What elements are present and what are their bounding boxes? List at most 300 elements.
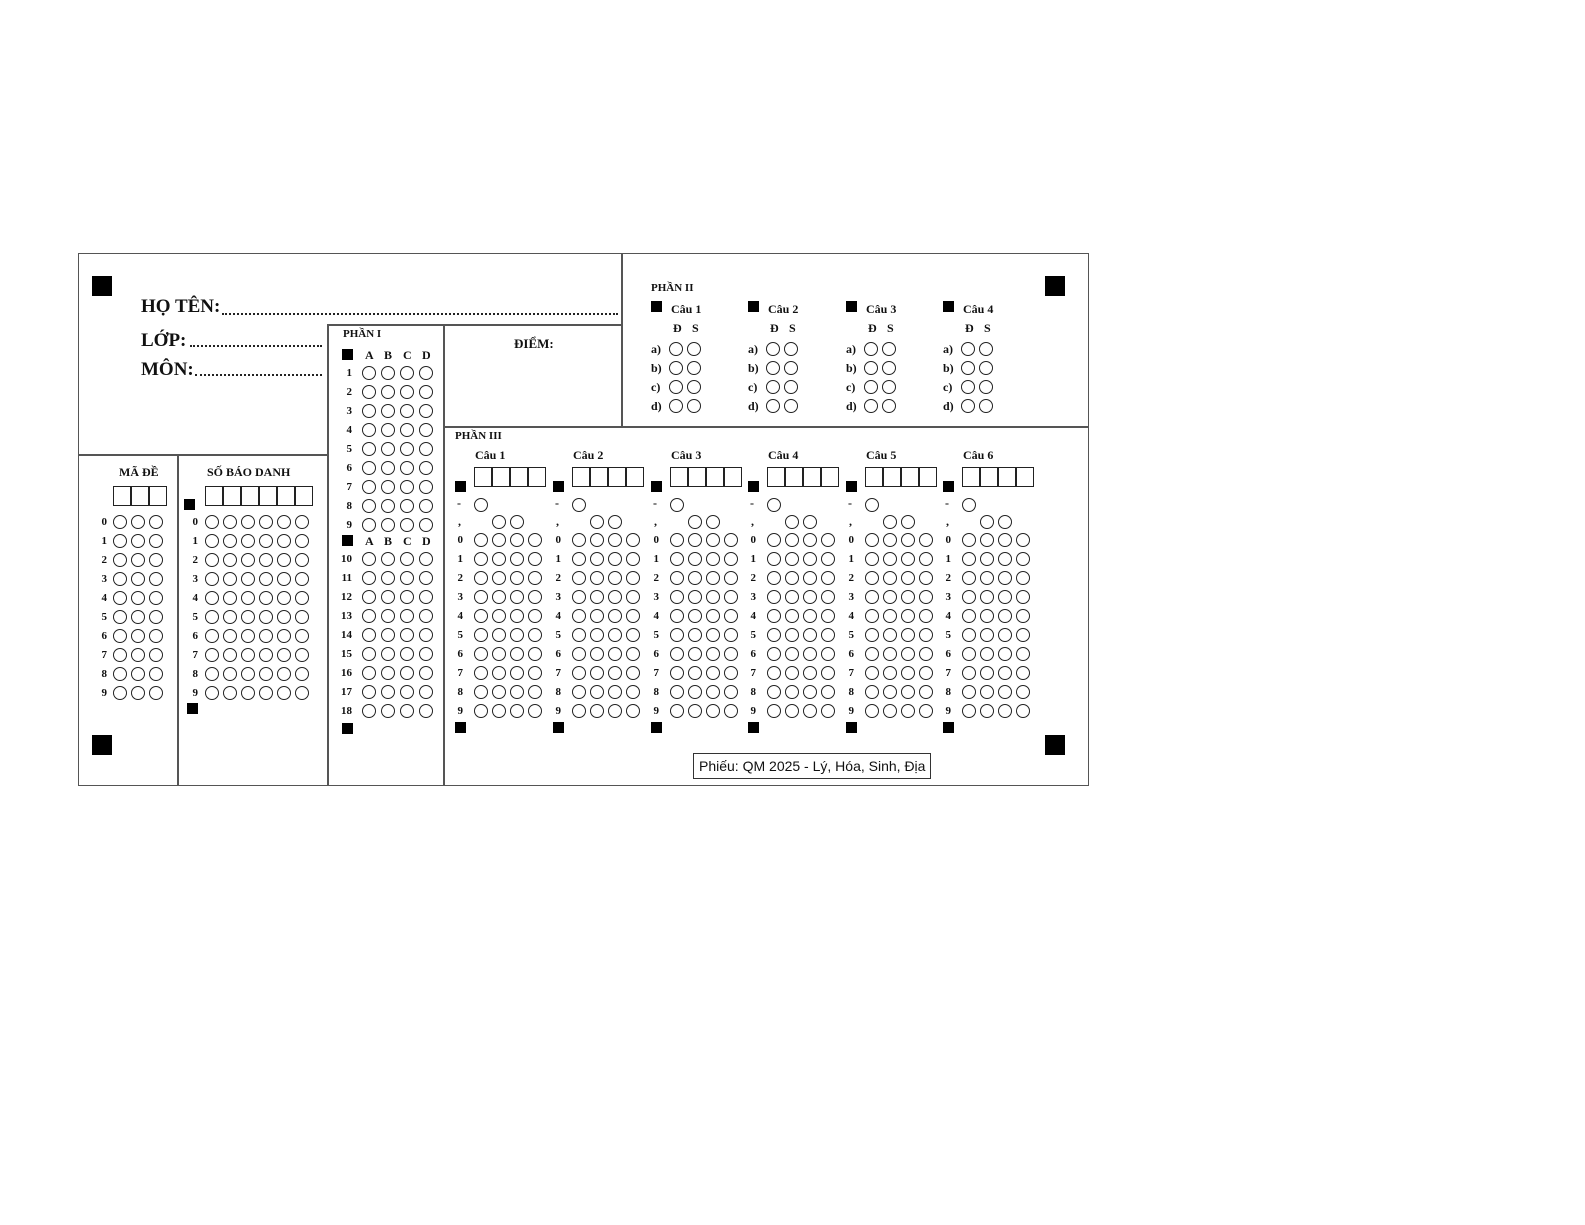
phan1-answer-bubble[interactable] xyxy=(400,461,414,475)
phan1-answer-bubble[interactable] xyxy=(381,366,395,380)
phan3-digit-bubble[interactable] xyxy=(1016,628,1030,642)
phan3-comma-bubble[interactable] xyxy=(688,515,702,529)
sbd-bubble[interactable] xyxy=(223,591,237,605)
phan3-digit-bubble[interactable] xyxy=(670,552,684,566)
phan1-answer-bubble[interactable] xyxy=(400,366,414,380)
phan3-digit-bubble[interactable] xyxy=(626,609,640,623)
sbd-bubble[interactable] xyxy=(295,553,309,567)
phan3-comma-bubble[interactable] xyxy=(901,515,915,529)
sbd-bubble[interactable] xyxy=(241,591,255,605)
phan3-digit-bubble[interactable] xyxy=(962,704,976,718)
ma-de-bubble[interactable] xyxy=(113,629,127,643)
phan1-answer-bubble[interactable] xyxy=(400,499,414,513)
phan3-digit-bubble[interactable] xyxy=(821,666,835,680)
phan3-digit-bubble[interactable] xyxy=(510,533,524,547)
phan3-entry-box[interactable] xyxy=(724,467,742,487)
phan3-digit-bubble[interactable] xyxy=(670,704,684,718)
phan3-digit-bubble[interactable] xyxy=(572,552,586,566)
phan3-digit-bubble[interactable] xyxy=(865,666,879,680)
phan3-digit-bubble[interactable] xyxy=(688,628,702,642)
sbd-entry-box[interactable] xyxy=(223,486,241,506)
phan3-entry-box[interactable] xyxy=(821,467,839,487)
phan3-digit-bubble[interactable] xyxy=(980,685,994,699)
phan3-digit-bubble[interactable] xyxy=(608,552,622,566)
phan3-digit-bubble[interactable] xyxy=(492,666,506,680)
phan3-digit-bubble[interactable] xyxy=(1016,571,1030,585)
phan3-digit-bubble[interactable] xyxy=(821,571,835,585)
sbd-bubble[interactable] xyxy=(259,610,273,624)
phan3-digit-bubble[interactable] xyxy=(998,704,1012,718)
phan3-digit-bubble[interactable] xyxy=(998,647,1012,661)
phan3-digit-bubble[interactable] xyxy=(492,590,506,604)
phan3-digit-bubble[interactable] xyxy=(590,685,604,699)
phan3-digit-bubble[interactable] xyxy=(510,628,524,642)
phan3-digit-bubble[interactable] xyxy=(626,704,640,718)
phan3-digit-bubble[interactable] xyxy=(1016,647,1030,661)
phan3-digit-bubble[interactable] xyxy=(901,571,915,585)
phan2-true-bubble[interactable] xyxy=(766,342,780,356)
phan1-answer-bubble[interactable] xyxy=(419,385,433,399)
sbd-bubble[interactable] xyxy=(295,667,309,681)
phan3-digit-bubble[interactable] xyxy=(803,628,817,642)
phan3-digit-bubble[interactable] xyxy=(865,647,879,661)
sbd-bubble[interactable] xyxy=(205,686,219,700)
phan3-digit-bubble[interactable] xyxy=(608,590,622,604)
phan3-digit-bubble[interactable] xyxy=(706,666,720,680)
phan3-digit-bubble[interactable] xyxy=(608,685,622,699)
phan1-answer-bubble[interactable] xyxy=(362,704,376,718)
phan3-digit-bubble[interactable] xyxy=(492,552,506,566)
phan3-digit-bubble[interactable] xyxy=(883,609,897,623)
phan3-digit-bubble[interactable] xyxy=(626,590,640,604)
sbd-bubble[interactable] xyxy=(259,534,273,548)
phan1-answer-bubble[interactable] xyxy=(400,666,414,680)
phan3-digit-bubble[interactable] xyxy=(510,609,524,623)
phan3-digit-bubble[interactable] xyxy=(608,609,622,623)
phan1-answer-bubble[interactable] xyxy=(419,461,433,475)
phan3-digit-bubble[interactable] xyxy=(572,685,586,699)
phan3-digit-bubble[interactable] xyxy=(528,552,542,566)
phan3-digit-bubble[interactable] xyxy=(474,590,488,604)
phan3-entry-box[interactable] xyxy=(998,467,1016,487)
phan3-digit-bubble[interactable] xyxy=(670,647,684,661)
phan3-digit-bubble[interactable] xyxy=(919,590,933,604)
ma-de-bubble[interactable] xyxy=(149,515,163,529)
phan2-true-bubble[interactable] xyxy=(961,342,975,356)
phan3-digit-bubble[interactable] xyxy=(572,666,586,680)
phan3-digit-bubble[interactable] xyxy=(724,609,738,623)
phan3-digit-bubble[interactable] xyxy=(528,704,542,718)
sbd-bubble[interactable] xyxy=(241,534,255,548)
sbd-bubble[interactable] xyxy=(295,515,309,529)
phan2-false-bubble[interactable] xyxy=(784,361,798,375)
phan3-digit-bubble[interactable] xyxy=(1016,685,1030,699)
phan3-minus-bubble[interactable] xyxy=(572,498,586,512)
phan2-true-bubble[interactable] xyxy=(669,342,683,356)
phan1-answer-bubble[interactable] xyxy=(381,404,395,418)
phan3-digit-bubble[interactable] xyxy=(980,704,994,718)
phan3-digit-bubble[interactable] xyxy=(883,704,897,718)
sbd-bubble[interactable] xyxy=(277,686,291,700)
phan1-answer-bubble[interactable] xyxy=(419,571,433,585)
phan3-entry-box[interactable] xyxy=(670,467,688,487)
phan3-entry-box[interactable] xyxy=(528,467,546,487)
phan3-digit-bubble[interactable] xyxy=(901,685,915,699)
sbd-bubble[interactable] xyxy=(223,553,237,567)
phan3-digit-bubble[interactable] xyxy=(688,647,702,661)
sbd-bubble[interactable] xyxy=(277,534,291,548)
phan2-true-bubble[interactable] xyxy=(669,399,683,413)
phan3-comma-bubble[interactable] xyxy=(492,515,506,529)
phan1-answer-bubble[interactable] xyxy=(381,499,395,513)
sbd-bubble[interactable] xyxy=(241,648,255,662)
sbd-bubble[interactable] xyxy=(277,572,291,586)
phan1-answer-bubble[interactable] xyxy=(362,480,376,494)
phan1-answer-bubble[interactable] xyxy=(400,628,414,642)
sbd-bubble[interactable] xyxy=(241,553,255,567)
sbd-bubble[interactable] xyxy=(259,629,273,643)
phan3-digit-bubble[interactable] xyxy=(688,590,702,604)
phan3-digit-bubble[interactable] xyxy=(901,666,915,680)
phan3-digit-bubble[interactable] xyxy=(785,533,799,547)
phan1-answer-bubble[interactable] xyxy=(419,704,433,718)
phan3-digit-bubble[interactable] xyxy=(803,666,817,680)
phan3-digit-bubble[interactable] xyxy=(626,628,640,642)
phan3-digit-bubble[interactable] xyxy=(901,533,915,547)
phan3-digit-bubble[interactable] xyxy=(626,666,640,680)
phan3-digit-bubble[interactable] xyxy=(724,533,738,547)
phan3-digit-bubble[interactable] xyxy=(608,704,622,718)
phan3-digit-bubble[interactable] xyxy=(688,704,702,718)
phan1-answer-bubble[interactable] xyxy=(362,609,376,623)
phan2-false-bubble[interactable] xyxy=(784,380,798,394)
ma-de-entry-box[interactable] xyxy=(149,486,167,506)
phan1-answer-bubble[interactable] xyxy=(362,552,376,566)
phan3-digit-bubble[interactable] xyxy=(474,666,488,680)
sbd-bubble[interactable] xyxy=(259,667,273,681)
phan3-digit-bubble[interactable] xyxy=(785,571,799,585)
phan2-false-bubble[interactable] xyxy=(784,399,798,413)
sbd-bubble[interactable] xyxy=(223,667,237,681)
phan1-answer-bubble[interactable] xyxy=(381,647,395,661)
phan3-entry-box[interactable] xyxy=(572,467,590,487)
phan3-digit-bubble[interactable] xyxy=(572,647,586,661)
phan3-digit-bubble[interactable] xyxy=(608,628,622,642)
phan3-digit-bubble[interactable] xyxy=(767,628,781,642)
sbd-bubble[interactable] xyxy=(223,686,237,700)
sbd-bubble[interactable] xyxy=(295,591,309,605)
phan2-false-bubble[interactable] xyxy=(979,361,993,375)
phan3-comma-bubble[interactable] xyxy=(510,515,524,529)
ma-de-bubble[interactable] xyxy=(149,572,163,586)
phan1-answer-bubble[interactable] xyxy=(400,647,414,661)
ma-de-bubble[interactable] xyxy=(113,686,127,700)
phan1-answer-bubble[interactable] xyxy=(362,404,376,418)
phan2-false-bubble[interactable] xyxy=(687,399,701,413)
phan1-answer-bubble[interactable] xyxy=(362,647,376,661)
phan2-false-bubble[interactable] xyxy=(979,380,993,394)
phan3-digit-bubble[interactable] xyxy=(865,704,879,718)
phan3-digit-bubble[interactable] xyxy=(767,704,781,718)
sbd-bubble[interactable] xyxy=(259,553,273,567)
ma-de-bubble[interactable] xyxy=(113,572,127,586)
sbd-bubble[interactable] xyxy=(223,515,237,529)
phan3-digit-bubble[interactable] xyxy=(626,647,640,661)
phan3-digit-bubble[interactable] xyxy=(572,609,586,623)
phan1-answer-bubble[interactable] xyxy=(419,423,433,437)
phan3-digit-bubble[interactable] xyxy=(865,533,879,547)
ma-de-bubble[interactable] xyxy=(149,648,163,662)
ma-de-bubble[interactable] xyxy=(149,686,163,700)
phan3-digit-bubble[interactable] xyxy=(883,666,897,680)
ma-de-bubble[interactable] xyxy=(149,553,163,567)
phan3-digit-bubble[interactable] xyxy=(706,590,720,604)
phan3-digit-bubble[interactable] xyxy=(510,552,524,566)
phan3-digit-bubble[interactable] xyxy=(528,590,542,604)
phan1-answer-bubble[interactable] xyxy=(419,609,433,623)
phan3-digit-bubble[interactable] xyxy=(901,704,915,718)
sbd-bubble[interactable] xyxy=(259,686,273,700)
phan3-digit-bubble[interactable] xyxy=(474,533,488,547)
phan2-false-bubble[interactable] xyxy=(882,380,896,394)
phan3-entry-box[interactable] xyxy=(706,467,724,487)
phan3-entry-box[interactable] xyxy=(883,467,901,487)
phan3-digit-bubble[interactable] xyxy=(980,666,994,680)
phan3-digit-bubble[interactable] xyxy=(962,533,976,547)
phan3-comma-bubble[interactable] xyxy=(590,515,604,529)
phan3-digit-bubble[interactable] xyxy=(865,609,879,623)
ho-ten-field[interactable] xyxy=(222,313,618,315)
phan1-answer-bubble[interactable] xyxy=(381,571,395,585)
phan3-digit-bubble[interactable] xyxy=(901,647,915,661)
phan3-digit-bubble[interactable] xyxy=(670,533,684,547)
phan2-true-bubble[interactable] xyxy=(766,380,780,394)
phan3-digit-bubble[interactable] xyxy=(724,685,738,699)
phan1-answer-bubble[interactable] xyxy=(381,461,395,475)
phan1-answer-bubble[interactable] xyxy=(381,666,395,680)
phan1-answer-bubble[interactable] xyxy=(362,423,376,437)
phan3-digit-bubble[interactable] xyxy=(572,533,586,547)
phan3-digit-bubble[interactable] xyxy=(821,628,835,642)
phan3-minus-bubble[interactable] xyxy=(767,498,781,512)
phan1-answer-bubble[interactable] xyxy=(362,590,376,604)
phan3-digit-bubble[interactable] xyxy=(608,666,622,680)
phan3-digit-bubble[interactable] xyxy=(883,685,897,699)
sbd-bubble[interactable] xyxy=(223,648,237,662)
phan3-digit-bubble[interactable] xyxy=(962,628,976,642)
phan1-answer-bubble[interactable] xyxy=(419,480,433,494)
phan3-minus-bubble[interactable] xyxy=(962,498,976,512)
phan1-answer-bubble[interactable] xyxy=(419,552,433,566)
ma-de-bubble[interactable] xyxy=(131,648,145,662)
ma-de-bubble[interactable] xyxy=(113,610,127,624)
phan3-comma-bubble[interactable] xyxy=(998,515,1012,529)
phan1-answer-bubble[interactable] xyxy=(419,628,433,642)
sbd-bubble[interactable] xyxy=(241,572,255,586)
ma-de-bubble[interactable] xyxy=(131,629,145,643)
phan1-answer-bubble[interactable] xyxy=(381,552,395,566)
phan3-digit-bubble[interactable] xyxy=(608,647,622,661)
phan2-false-bubble[interactable] xyxy=(687,342,701,356)
sbd-entry-box[interactable] xyxy=(277,486,295,506)
sbd-bubble[interactable] xyxy=(241,610,255,624)
phan1-answer-bubble[interactable] xyxy=(362,518,376,532)
phan3-digit-bubble[interactable] xyxy=(901,590,915,604)
phan3-digit-bubble[interactable] xyxy=(785,590,799,604)
phan3-digit-bubble[interactable] xyxy=(688,571,702,585)
sbd-bubble[interactable] xyxy=(295,534,309,548)
phan3-digit-bubble[interactable] xyxy=(767,552,781,566)
phan1-answer-bubble[interactable] xyxy=(381,442,395,456)
phan3-digit-bubble[interactable] xyxy=(785,704,799,718)
ma-de-bubble[interactable] xyxy=(113,648,127,662)
phan3-digit-bubble[interactable] xyxy=(510,590,524,604)
phan2-true-bubble[interactable] xyxy=(864,399,878,413)
phan3-minus-bubble[interactable] xyxy=(865,498,879,512)
phan2-true-bubble[interactable] xyxy=(961,361,975,375)
phan3-digit-bubble[interactable] xyxy=(980,609,994,623)
phan3-digit-bubble[interactable] xyxy=(688,609,702,623)
phan3-digit-bubble[interactable] xyxy=(688,552,702,566)
sbd-bubble[interactable] xyxy=(223,534,237,548)
phan3-digit-bubble[interactable] xyxy=(492,628,506,642)
sbd-entry-box[interactable] xyxy=(259,486,277,506)
phan3-digit-bubble[interactable] xyxy=(590,571,604,585)
ma-de-bubble[interactable] xyxy=(131,591,145,605)
phan3-digit-bubble[interactable] xyxy=(590,552,604,566)
sbd-bubble[interactable] xyxy=(223,629,237,643)
sbd-bubble[interactable] xyxy=(205,629,219,643)
sbd-bubble[interactable] xyxy=(223,572,237,586)
phan3-entry-box[interactable] xyxy=(510,467,528,487)
phan3-digit-bubble[interactable] xyxy=(919,609,933,623)
phan3-comma-bubble[interactable] xyxy=(785,515,799,529)
phan3-entry-box[interactable] xyxy=(919,467,937,487)
phan3-digit-bubble[interactable] xyxy=(767,647,781,661)
phan2-false-bubble[interactable] xyxy=(979,399,993,413)
phan3-digit-bubble[interactable] xyxy=(919,647,933,661)
phan3-digit-bubble[interactable] xyxy=(572,628,586,642)
phan3-digit-bubble[interactable] xyxy=(767,685,781,699)
phan3-digit-bubble[interactable] xyxy=(626,552,640,566)
phan3-digit-bubble[interactable] xyxy=(474,609,488,623)
phan3-digit-bubble[interactable] xyxy=(590,609,604,623)
phan3-digit-bubble[interactable] xyxy=(785,628,799,642)
phan1-answer-bubble[interactable] xyxy=(381,480,395,494)
sbd-bubble[interactable] xyxy=(241,667,255,681)
phan3-digit-bubble[interactable] xyxy=(528,609,542,623)
phan3-digit-bubble[interactable] xyxy=(474,647,488,661)
phan2-false-bubble[interactable] xyxy=(979,342,993,356)
phan3-digit-bubble[interactable] xyxy=(724,628,738,642)
phan3-digit-bubble[interactable] xyxy=(724,552,738,566)
phan3-digit-bubble[interactable] xyxy=(510,647,524,661)
ma-de-bubble[interactable] xyxy=(131,534,145,548)
phan3-digit-bubble[interactable] xyxy=(803,552,817,566)
phan2-true-bubble[interactable] xyxy=(864,380,878,394)
phan3-digit-bubble[interactable] xyxy=(724,647,738,661)
phan3-digit-bubble[interactable] xyxy=(724,704,738,718)
phan3-digit-bubble[interactable] xyxy=(572,590,586,604)
phan3-digit-bubble[interactable] xyxy=(670,666,684,680)
mon-field[interactable] xyxy=(195,374,322,376)
ma-de-bubble[interactable] xyxy=(113,515,127,529)
sbd-bubble[interactable] xyxy=(205,515,219,529)
ma-de-bubble[interactable] xyxy=(113,553,127,567)
phan2-false-bubble[interactable] xyxy=(882,342,896,356)
sbd-bubble[interactable] xyxy=(241,629,255,643)
phan3-digit-bubble[interactable] xyxy=(919,552,933,566)
phan3-digit-bubble[interactable] xyxy=(572,704,586,718)
phan3-digit-bubble[interactable] xyxy=(528,647,542,661)
phan3-comma-bubble[interactable] xyxy=(883,515,897,529)
phan3-digit-bubble[interactable] xyxy=(724,571,738,585)
phan3-minus-bubble[interactable] xyxy=(474,498,488,512)
phan3-digit-bubble[interactable] xyxy=(883,571,897,585)
sbd-bubble[interactable] xyxy=(205,667,219,681)
phan3-digit-bubble[interactable] xyxy=(919,666,933,680)
phan3-digit-bubble[interactable] xyxy=(590,647,604,661)
phan3-digit-bubble[interactable] xyxy=(821,704,835,718)
sbd-entry-box[interactable] xyxy=(241,486,259,506)
phan3-digit-bubble[interactable] xyxy=(821,552,835,566)
phan3-comma-bubble[interactable] xyxy=(803,515,817,529)
phan3-digit-bubble[interactable] xyxy=(670,571,684,585)
phan3-digit-bubble[interactable] xyxy=(767,533,781,547)
phan1-answer-bubble[interactable] xyxy=(419,590,433,604)
phan3-digit-bubble[interactable] xyxy=(528,628,542,642)
phan3-digit-bubble[interactable] xyxy=(883,628,897,642)
phan1-answer-bubble[interactable] xyxy=(381,609,395,623)
phan3-digit-bubble[interactable] xyxy=(821,533,835,547)
phan3-digit-bubble[interactable] xyxy=(492,533,506,547)
sbd-bubble[interactable] xyxy=(259,515,273,529)
ma-de-entry-box[interactable] xyxy=(131,486,149,506)
phan3-entry-box[interactable] xyxy=(492,467,510,487)
phan3-digit-bubble[interactable] xyxy=(626,533,640,547)
phan3-digit-bubble[interactable] xyxy=(706,533,720,547)
phan1-answer-bubble[interactable] xyxy=(400,685,414,699)
phan3-digit-bubble[interactable] xyxy=(785,666,799,680)
phan3-digit-bubble[interactable] xyxy=(706,704,720,718)
phan3-digit-bubble[interactable] xyxy=(724,590,738,604)
phan1-answer-bubble[interactable] xyxy=(400,480,414,494)
phan1-answer-bubble[interactable] xyxy=(419,499,433,513)
phan3-digit-bubble[interactable] xyxy=(492,647,506,661)
phan3-digit-bubble[interactable] xyxy=(492,571,506,585)
phan2-false-bubble[interactable] xyxy=(687,380,701,394)
ma-de-bubble[interactable] xyxy=(113,591,127,605)
ma-de-bubble[interactable] xyxy=(113,667,127,681)
phan3-digit-bubble[interactable] xyxy=(980,628,994,642)
sbd-bubble[interactable] xyxy=(241,686,255,700)
phan3-digit-bubble[interactable] xyxy=(919,685,933,699)
phan3-digit-bubble[interactable] xyxy=(980,571,994,585)
sbd-bubble[interactable] xyxy=(277,553,291,567)
phan3-digit-bubble[interactable] xyxy=(998,609,1012,623)
phan3-digit-bubble[interactable] xyxy=(998,628,1012,642)
phan2-false-bubble[interactable] xyxy=(687,361,701,375)
phan3-digit-bubble[interactable] xyxy=(998,590,1012,604)
phan1-answer-bubble[interactable] xyxy=(419,404,433,418)
sbd-bubble[interactable] xyxy=(205,534,219,548)
phan3-digit-bubble[interactable] xyxy=(1016,609,1030,623)
ma-de-bubble[interactable] xyxy=(131,572,145,586)
sbd-bubble[interactable] xyxy=(277,667,291,681)
ma-de-bubble[interactable] xyxy=(131,515,145,529)
sbd-bubble[interactable] xyxy=(205,648,219,662)
phan3-digit-bubble[interactable] xyxy=(528,571,542,585)
